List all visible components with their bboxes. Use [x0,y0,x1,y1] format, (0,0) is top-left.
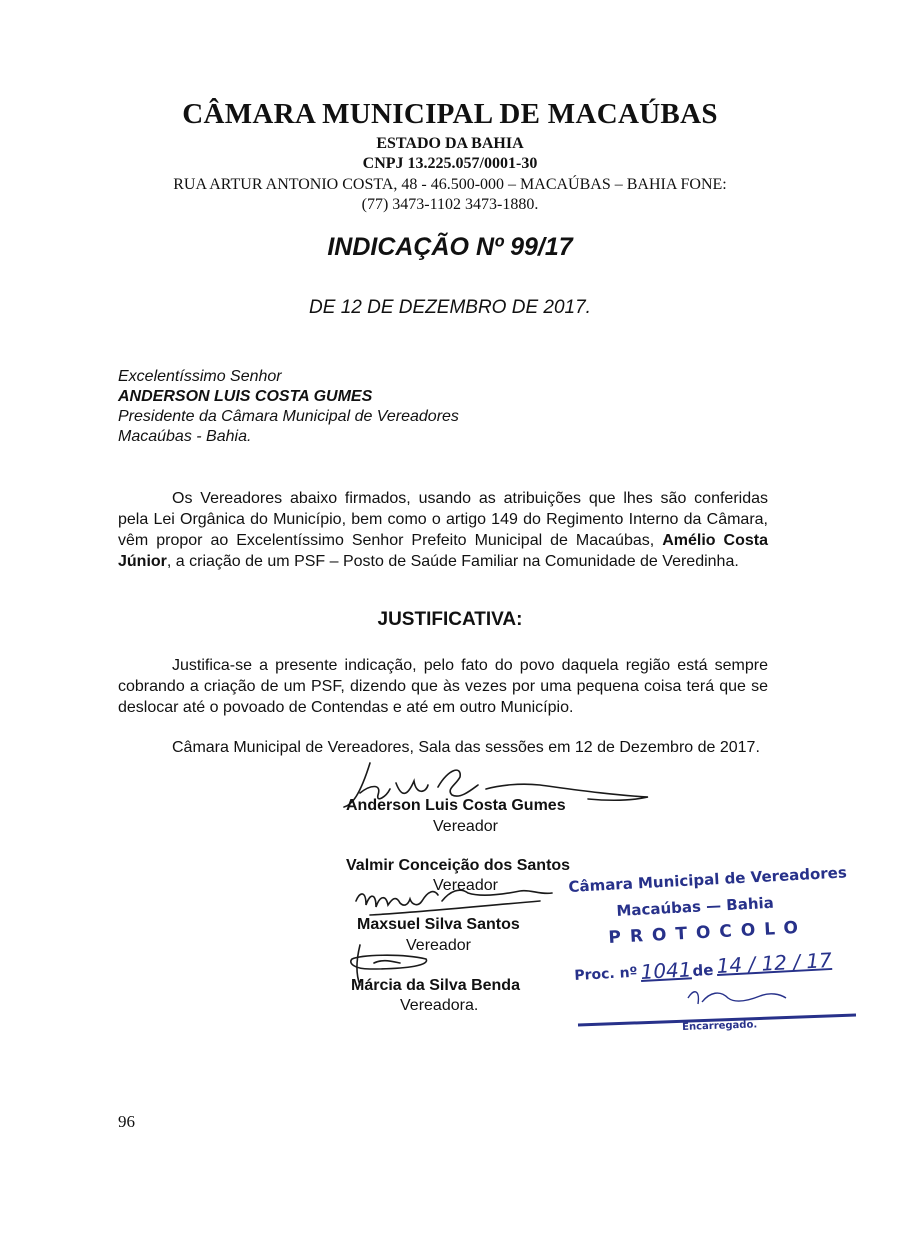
stamp-line-1: Câmara Municipal de Vereadores [568,863,848,896]
signatory-name-2: Valmir Conceição dos Santos [346,857,571,874]
mayor-name: Amélio Costa Júnior [118,532,768,570]
cnpj-line: CNPJ 13.225.057/0001-30 [362,155,538,172]
addressee-name: ANDERSON LUIS COSTA GUMES [118,388,373,405]
signatory-role-4: Vereadora. [400,997,479,1014]
address-line-1: RUA ARTUR ANTONIO COSTA, 48 - 46.500-000 – MACAÚBAS – BAHIA FONE: [173,176,727,193]
signatory-name-4: Márcia da Silva Benda [351,977,520,994]
protocol-stamp [560,863,860,1036]
signatory-name-3: Maxsuel Silva Santos [357,916,520,933]
body-paragraph [118,488,768,572]
stamp-de-label: de [692,960,714,980]
stamp-line-2: Macaúbas — Bahia [616,893,775,920]
addressee-role: Presidente da Câmara Municipal de Vereadores [118,408,459,425]
signatory-name-1: Anderson Luis Costa Gumes [346,797,566,814]
stamp-proc-date: 14 / 12 / 17 [716,947,833,978]
justification-text: Justifica-se a presente indicação, pelo fato do povo daquela região está sempre cobrando a criação de um PSF, dizendo que às vezes por uma pequena coisa terá que se deslocar até o povoado de Contendas e até em outro Município. [118,657,768,716]
closing-text: Câmara Municipal de Vereadores, Sala das sessões em 12 de Dezembro de 2017. [172,739,760,756]
stamp-proc-number: 1041 [640,957,693,984]
body-text-part1: Os Vereadores abaixo firmados, usando as atribuições que lhes são conferidas pela Lei Orgânica do Município, bem como o artigo 149 do Regimento Interno da Câmara, vêm propor ao Excelentíssimo Senhor Prefeito Municipal de Macaúbas, [118,490,768,549]
state-line: ESTADO DA BAHIA [376,135,524,152]
stamp-footer: Encarregado. [682,1019,758,1033]
signatory-role-2: Vereador [433,877,498,894]
addressee-salutation: Excelentíssimo Senhor [118,368,282,385]
addressee-city: Macaúbas - Bahia. [118,428,252,445]
justification-title: JUSTIFICATIVA: [377,609,523,630]
document-date: DE 12 DE DEZEMBRO DE 2017. [309,297,591,318]
signatory-role-3: Vereador [406,937,471,954]
signatory-role-1: Vereador [433,818,498,835]
chamber-title: CÂMARA MUNICIPAL DE MACAÚBAS [182,98,718,130]
stamp-proc-label: Proc. nº [574,964,638,984]
page-number: 96 [118,1112,135,1131]
document-title: INDICAÇÃO Nº 99/17 [327,233,573,261]
address-line-2: (77) 3473-1102 3473-1880. [361,196,539,213]
body-text-part2: , a criação de um PSF – Posto de Saúde Familiar na Comunidade de Veredinha. [166,553,739,570]
justification-paragraph [118,655,768,718]
stamp-protocol-label: PROTOCOLO [608,917,808,948]
